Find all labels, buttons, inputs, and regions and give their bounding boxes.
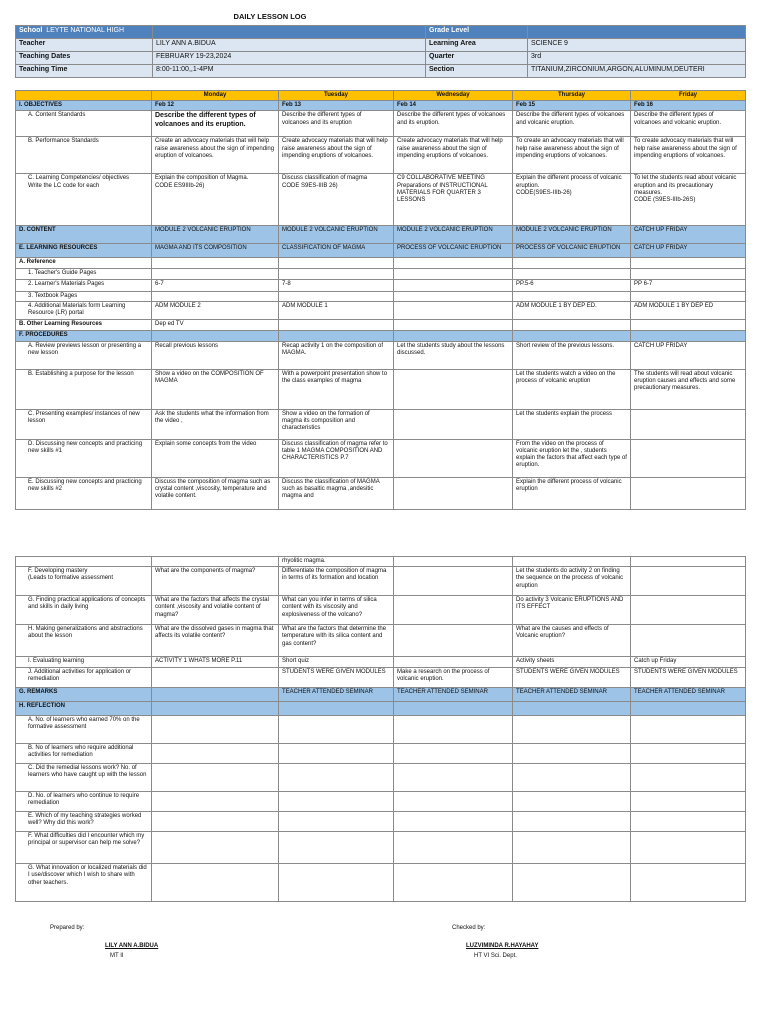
cell-monday [152,812,279,832]
table-row [16,279,746,291]
cell-tuesday: TEACHER ATTENDED SEMINAR [279,688,394,702]
cell-thursday: From the video on the process of volcanic eruption let the , students explain the factors that affect each type of eruption. [513,439,631,477]
cell-friday: To let the students read about volcanic eruption and its precautionary measures. CODE (S9ES-IIIb-26S) [631,174,746,226]
cell-tuesday: 7-8 [279,279,394,291]
cell-wednesday [394,812,513,832]
cell-monday: Recall previous lessons [152,341,279,369]
table-row [16,291,746,301]
grade-level-label: Grade Level [426,26,528,39]
row-label: A. Review previews lesson or presenting a new lesson [16,341,152,369]
section-row [16,330,746,341]
cell-friday [631,864,746,902]
cell-monday: MAGMA AND ITS COMPOSITION [152,244,279,258]
cell-tuesday [279,319,394,330]
day-header-blank [16,91,152,101]
cell-monday [152,716,279,744]
cell-tuesday: Describe the different types of volcanoes and its eruption [279,111,394,137]
cell-thursday: STUDENTS WERE GIVEN MODULES [513,668,631,688]
lesson-plan-table-page2 [15,556,746,902]
table-row [16,111,746,137]
table-row [16,268,746,279]
cell-wednesday [394,330,513,341]
cell-friday: STUDENTS WERE GIVEN MODULES [631,668,746,688]
cell-friday [631,596,746,625]
document-title: DAILY LESSON LOG [233,12,307,21]
cell-monday: ADM MODULE 2 [152,301,279,319]
section-row [16,244,746,258]
row-label: E. Which of my teaching strategies worked well? Why did this work? [16,812,152,832]
row-label: B. Performance Standards [16,137,152,174]
cell-friday [631,812,746,832]
cell-monday [152,864,279,902]
cell-friday [631,477,746,509]
table-row [16,625,746,657]
cell-wednesday [394,764,513,792]
table-row [16,764,746,792]
cell-thursday: Do activity 3 Volcanic ERUPTIONS AND ITS EFFECT [513,596,631,625]
preparer-title: MT II [110,953,124,959]
cell-tuesday: Show a video on the formation of magma its composition and characteristics [279,409,394,439]
row-label: 2. Learner's Materials Pages [16,279,152,291]
cell-monday: What are the dissolved gases in magma that affects its volatile content? [152,625,279,657]
cell-thursday: Short review of the previous lessons. [513,341,631,369]
cell-monday [152,764,279,792]
cell-monday [152,832,279,864]
grade-level-value [528,26,746,39]
cell-friday: PP 6-7 [631,279,746,291]
cell-wednesday [394,439,513,477]
cell-monday [152,258,279,268]
learning-area-label: Learning Area [426,39,528,52]
table-row [16,369,746,409]
cell-tuesday: Feb 13 [279,101,394,111]
cell-tuesday: Discuss classification of magma refer to table 1 MAGMA COMPOSITION AND CHARACTERISTICS P.7 [279,439,394,477]
cell-thursday [513,764,631,792]
cell-wednesday: Make a research on the process of volcanic eruption. [394,668,513,688]
table-row [16,716,746,744]
cell-thursday: Explain the different process of volcanic eruption. CODE(S9ES-IIIb-26) [513,174,631,226]
cell-tuesday [279,864,394,902]
cell-monday: Explain some concepts from the video [152,439,279,477]
cell-tuesday [279,832,394,864]
cell-monday: Feb 12 [152,101,279,111]
cell-wednesday [394,596,513,625]
row-label: F. PROCEDURES [16,330,152,341]
cell-monday: Show a video on the COMPOSITION OF MAGMA [152,369,279,409]
row-label: A. Content Standards [16,111,152,137]
checker-title: HT VI Sci. Dept. [474,953,517,959]
cell-thursday [513,864,631,902]
row-label: C. Did the remedial lessons work? No. of learners who have caught up with the lesson [16,764,152,792]
checker-name: LUZVIMINDA R.HAYAHAY [466,943,539,949]
cell-wednesday [394,319,513,330]
cell-tuesday: Create advocacy materials that will help raise awareness about the sign of impending eruptions of volcanoes. [279,137,394,174]
cell-tuesday: Discuss classification of magma CODE S9ES-IIIB 26) [279,174,394,226]
cell-wednesday [394,657,513,668]
row-label: J. Additional activities for application or remediation [16,668,152,688]
row-label: C. Presenting examples/ instances of new lesson [16,409,152,439]
cell-wednesday [394,301,513,319]
cell-thursday: To create an advocacy materials that will help raise awareness about the sign of impending eruptions of volcanoes. [513,137,631,174]
cell-thursday [513,832,631,864]
cell-monday: What are the components of magma? [152,567,279,596]
day-header-wednesday: Wednesday [394,91,513,101]
cell-monday [152,792,279,812]
cell-wednesday [394,268,513,279]
row-label: F. What difficulties did I encounter which my principal or supervisor can help me solve? [16,832,152,864]
section-value: TITANIUM,ZIRCONIUM,ARGON,ALUMINUM,DEUTERI [528,65,746,78]
teaching-dates-label: Teaching Dates [16,52,153,65]
prepared-by-label: Prepared by: [50,925,85,931]
day-header-monday: Monday [152,91,279,101]
table-row [16,557,746,567]
table-row [16,832,746,864]
table-row [16,439,746,477]
cell-wednesday [394,832,513,864]
table-row [16,137,746,174]
cell-thursday: Let the students watch a video on the process of volcanic eruption [513,369,631,409]
cell-wednesday [394,567,513,596]
cell-wednesday [394,792,513,812]
cell-thursday: TEACHER ATTENDED SEMINAR [513,688,631,702]
row-label: F. Developing mastery (Leads to formative assessment [16,567,152,596]
cell-monday: 6-7 [152,279,279,291]
cell-wednesday [394,279,513,291]
cell-thursday: Describe the different types of volcanoes and volcanic eruption. [513,111,631,137]
cell-friday: Feb 16 [631,101,746,111]
cell-friday: To create advocacy materials that will help raise awareness about the sign of impending eruptions of volcanoes. [631,137,746,174]
cell-friday [631,330,746,341]
cell-monday [152,268,279,279]
cell-monday: What are the factors that affects the crystal content ,viscosity and volatile content of magma? [152,596,279,625]
header-info-table [15,25,746,78]
cell-friday [631,258,746,268]
cell-thursday: What are the causes and effects of Volcanic eruption? [513,625,631,657]
cell-friday: TEACHER ATTENDED SEMINAR [631,688,746,702]
cell-friday [631,832,746,864]
checked-by-label: Checked by: [452,925,486,931]
cell-tuesday [279,792,394,812]
dates-row [16,101,746,111]
cell-thursday [513,258,631,268]
table-row [16,319,746,330]
row-label: H. Making generalizations and abstractions about the lesson [16,625,152,657]
cell-thursday [513,716,631,744]
lesson-plan-table-page1 [15,90,746,510]
cell-wednesday [394,716,513,744]
cell-thursday: ADM MODULE 1 BY DEP ED. [513,301,631,319]
cell-wednesday [394,744,513,764]
cell-tuesday [279,744,394,764]
section-row [16,688,746,702]
cell-thursday: Let the students explain the process [513,409,631,439]
teaching-time-value: 8:00-11:00,,1-4PM [153,65,426,78]
row-label: H. REFLECTION [16,702,152,716]
cell-wednesday: Describe the different types of volcanoes and its eruption. [394,111,513,137]
day-header-thursday: Thursday [513,91,631,101]
cell-friday [631,764,746,792]
cell-tuesday: CLASSIFICATION OF MAGMA [279,244,394,258]
cell-wednesday: MODULE 2 VOLCANIC ERUPTION [394,226,513,244]
table-row [16,744,746,764]
table-row [16,174,746,226]
preparer-name: LILY ANN A.BIDUA [105,943,159,949]
cell-friday: Describe the different types of volcanoes and volcanic eruption. [631,111,746,137]
row-label: G. REMARKS [16,688,152,702]
row-label: 4. Additional Materials form Learning Resource (LR) portal [16,301,152,319]
cell-thursday: PP.5-6 [513,279,631,291]
table-row [16,477,746,509]
table-row [16,864,746,902]
cell-wednesday [394,702,513,716]
cell-wednesday [394,291,513,301]
cell-monday [152,557,279,567]
teaching-time-label: Teaching Time [16,65,153,78]
day-header-friday: Friday [631,91,746,101]
cell-friday: ADM MODULE 1 BY DEP ED [631,301,746,319]
cell-friday: The students will read about volcanic eruption causes and effects and some precautionary measures. [631,369,746,409]
learning-area-value: SCIENCE 9 [528,39,746,52]
table-row [16,341,746,369]
cell-wednesday [394,409,513,439]
cell-wednesday: Let the students study about the lessons discussed. [394,341,513,369]
table-row [16,657,746,668]
section-label: Section [426,65,528,78]
day-header-tuesday: Tuesday [279,91,394,101]
cell-thursday: Explain the different process of volcanic eruption [513,477,631,509]
cell-monday: Ask the students what the information from the video , [152,409,279,439]
row-label: E. Discussing new concepts and practicing new skills #2 [16,477,152,509]
cell-friday: CATCH UP FRIDAY [631,226,746,244]
row-label: D. CONTENT [16,226,152,244]
cell-thursday: PROCESS OF VOLCANIC ERUPTION [513,244,631,258]
cell-thursday [513,291,631,301]
cell-wednesday [394,369,513,409]
row-label: B. Other Learning Resources [16,319,152,330]
teaching-dates-value: FEBRUARY 19-23,2024 [153,52,426,65]
cell-tuesday: What are the factors that determine the temperature with its silica content and gas content? [279,625,394,657]
cell-thursday [513,812,631,832]
cell-wednesday [394,258,513,268]
cell-thursday: Feb 15 [513,101,631,111]
cell-tuesday: Short quiz [279,657,394,668]
section-row [16,226,746,244]
cell-friday [631,319,746,330]
cell-wednesday [394,864,513,902]
cell-monday: Dep ed TV [152,319,279,330]
row-label: G. Finding practical applications of concepts and skills in daily living [16,596,152,625]
cell-friday [631,702,746,716]
cell-tuesday: ADM MODULE 1 [279,301,394,319]
section-row [16,702,746,716]
cell-friday [631,792,746,812]
row-label: A. No. of learners who earned 70% on the formative assessment [16,716,152,744]
row-label: I. OBJECTIVES [16,101,152,111]
cell-tuesday: Differentiate the composition of magma in terms of its formation and location [279,567,394,596]
cell-thursday [513,330,631,341]
cell-monday [152,668,279,688]
cell-tuesday: MODULE 2 VOLCANIC ERUPTION [279,226,394,244]
row-label: E. LEARNING RESOURCES [16,244,152,258]
cell-wednesday [394,477,513,509]
cell-friday [631,409,746,439]
cell-monday [152,291,279,301]
cell-thursday: Let the students do activity 2 on finding the sequence on the process of volcanic eruption [513,567,631,596]
cell-tuesday [279,268,394,279]
cell-tuesday: Recap activity 1 on the composition of MAGMA. [279,341,394,369]
cell-wednesday: C9 COLLABORATIVE MEETING Preparations of INSTRUCTIONAL MATERIALS FOR QUARTER 3 LESSONS [394,174,513,226]
row-label: 3. Textbook Pages [16,291,152,301]
row-label: C. Learning Competencies/ objectives Write the LC code for each [16,174,152,226]
cell-friday [631,716,746,744]
table-row [16,792,746,812]
cell-monday: Explain the composition of Magma. CODE ES9IIIb-26) [152,174,279,226]
cell-wednesday: Create advocacy materials that will help raise awareness about the sign of impending eruptions of volcanoes. [394,137,513,174]
row-label: D. No. of learners who continue to require remediation [16,792,152,812]
cell-tuesday [279,291,394,301]
cell-thursday [513,744,631,764]
row-label: G. What innovation or localized materials did I use/discover which I wish to share with other teachers. [16,864,152,902]
cell-tuesday [279,258,394,268]
table-row [16,567,746,596]
cell-monday: Discuss the composition of magma such as crystal content ,viscosity, temperature and volatile content. [152,477,279,509]
quarter-label: Quarter [426,52,528,65]
cell-thursday: MODULE 2 VOLCANIC ERUPTION [513,226,631,244]
cell-tuesday [279,764,394,792]
row-label: B. Establishing a purpose for the lesson [16,369,152,409]
table-row [16,409,746,439]
cell-monday: Create an advocacy materials that will help raise awareness about the sign of impending eruption of volcanoes. [152,137,279,174]
cell-friday [631,291,746,301]
cell-friday [631,567,746,596]
table-row [16,258,746,268]
table-row [16,668,746,688]
row-label: B. No of learners who require additional activities for remediation [16,744,152,764]
table-row [16,812,746,832]
cell-monday [152,744,279,764]
cell-wednesday [394,625,513,657]
cell-tuesday: Discuss the classification of MAGMA such as basaltic magma ,andesitic magma and [279,477,394,509]
cell-monday: Describe the different types of volcanoes and its eruption. [152,111,279,137]
row-label: A. Reference [16,258,152,268]
cell-thursday [513,557,631,567]
cell-thursday [513,268,631,279]
cell-friday [631,744,746,764]
school-cell: School LEYTE NATIONAL HIGH [16,26,153,39]
cell-thursday [513,702,631,716]
cell-friday [631,557,746,567]
cell-monday [152,330,279,341]
cell-tuesday: STUDENTS WERE GIVEN MODULES [279,668,394,688]
quarter-value: 3rd [528,52,746,65]
cell-monday [152,702,279,716]
teacher-label: Teacher [16,39,153,52]
cell-monday: MODULE 2 VOLCANIC ERUPTION [152,226,279,244]
row-label: I. Evaluating learning [16,657,152,668]
cell-wednesday: TEACHER ATTENDED SEMINAR [394,688,513,702]
cell-friday: CATCH UP FRIDAY [631,341,746,369]
cell-thursday [513,792,631,812]
cell-friday [631,625,746,657]
cell-monday: ACTIVITY 1 WHATS MORE P.11 [152,657,279,668]
day-header-row [16,91,746,101]
row-label: 1. Teacher's Guide Pages [16,268,152,279]
cell-tuesday [279,330,394,341]
cell-wednesday: Feb 14 [394,101,513,111]
cell-thursday: Activity sheets [513,657,631,668]
cell-friday: CATCH UP FRIDAY [631,244,746,258]
cell-tuesday [279,716,394,744]
table-row [16,596,746,625]
teacher-value: LILY ANN A.BIDUA [153,39,426,52]
cell-monday [152,688,279,702]
cell-tuesday: rhyolitic magma. [279,557,394,567]
cell-friday [631,268,746,279]
cell-friday: Catch up Friday [631,657,746,668]
row-label: D. Discussing new concepts and practicing new skills #1 [16,439,152,477]
cell-friday [631,439,746,477]
cell-tuesday: With a powerpoint presentation show to the class examples of magma [279,369,394,409]
cell-wednesday [394,557,513,567]
cell-tuesday: What can you infer in terms of silica content with its viscosity and explosiveness of the volcano? [279,596,394,625]
cell-wednesday: PROCESS OF VOLCANIC ERUPTION [394,244,513,258]
cell-tuesday [279,702,394,716]
cell-tuesday [279,812,394,832]
row-label [16,557,152,567]
cell-thursday [513,319,631,330]
table-row [16,301,746,319]
